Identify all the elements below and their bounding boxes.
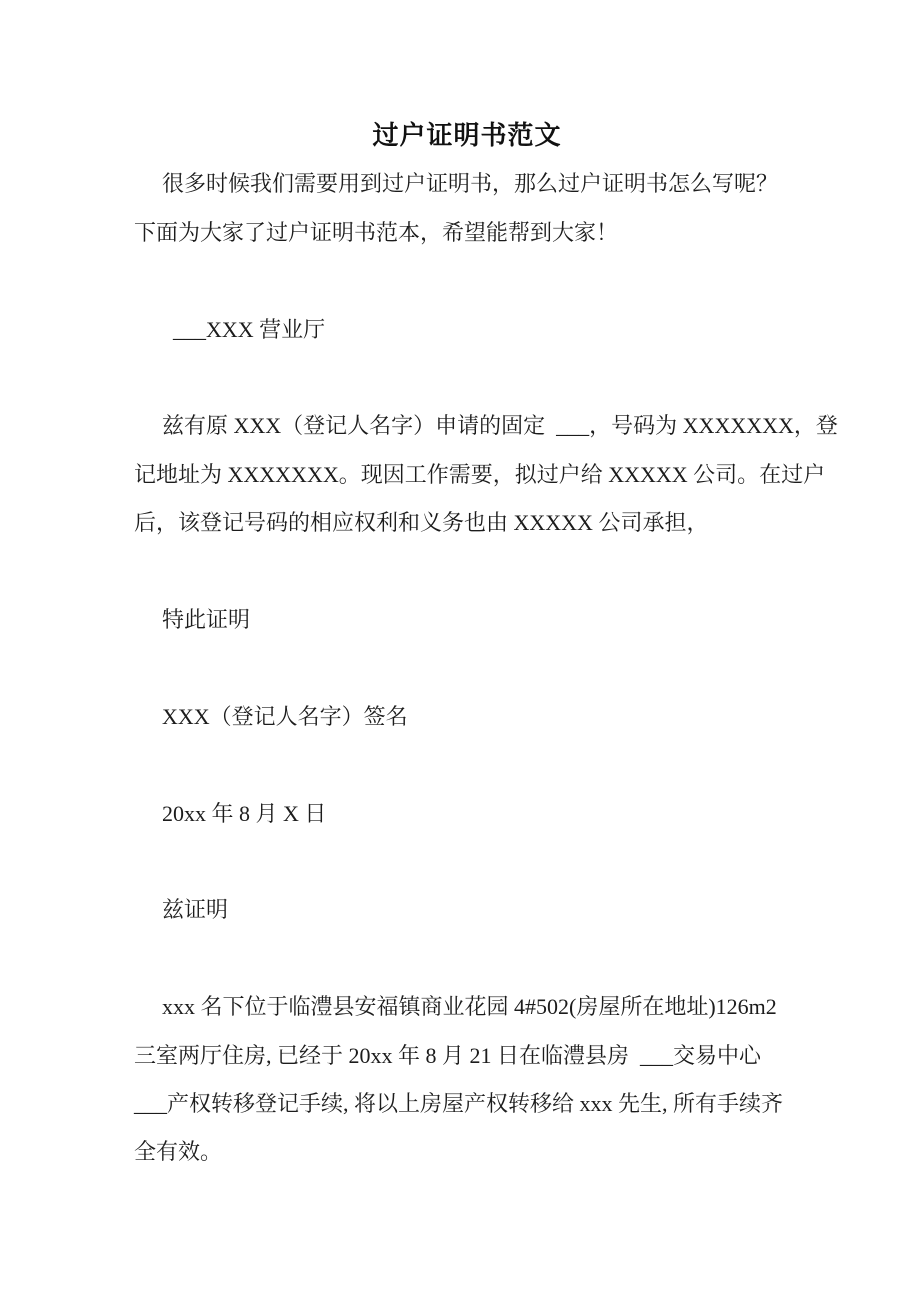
document-title: 过户证明书范文 (372, 121, 562, 150)
house-line-4: 全有效。 (134, 1139, 223, 1165)
request-line-3: 后，该登记号码的相应权利和义务也由 XXXXX 公司承担， (134, 510, 709, 536)
blank-line (134, 644, 800, 692)
blank-line (134, 354, 800, 402)
signature-line: XXX（登记人名字）签名 (162, 703, 408, 729)
house-line-1: xxx 名下位于临澧县安福镇商业花园 4#502(房屋所在地址)126m2 (162, 994, 777, 1020)
request-line-2: 记地址为 XXXXXXX。现因工作需要，拟过户给 XXXXX 公司。在过户 (134, 461, 826, 487)
blank-line (134, 838, 800, 886)
business-hall-line: ___XXX 营业厅 (173, 316, 326, 342)
request-line-1: 兹有原 XXX（登记人名字）申请的固定 ___，号码为 XXXXXXX，登 (162, 413, 838, 439)
blank-line (134, 741, 800, 789)
date-line: 20xx 年 8 月 X 日 (162, 800, 327, 826)
house-line-3: ___产权转移登记手续, 将以上房屋产权转移给 xxx 先生, 所有手续齐 (134, 1091, 784, 1117)
blank-line (134, 548, 800, 596)
hereby-certify-line: 特此证明 (162, 607, 251, 633)
certify-heading-line: 兹证明 (162, 897, 229, 923)
intro-line-1: 很多时候我们需要用到过户证明书，那么过户证明书怎么写呢？ (162, 171, 779, 197)
house-line-2: 三室两厅住房, 已经于 20xx 年 8 月 21 日在临澧县房 ___交易中心 (134, 1042, 762, 1068)
blank-line (134, 935, 800, 983)
intro-line-2: 下面为大家了过户证明书范本，希望能帮到大家！ (134, 219, 619, 245)
blank-line (134, 257, 800, 305)
